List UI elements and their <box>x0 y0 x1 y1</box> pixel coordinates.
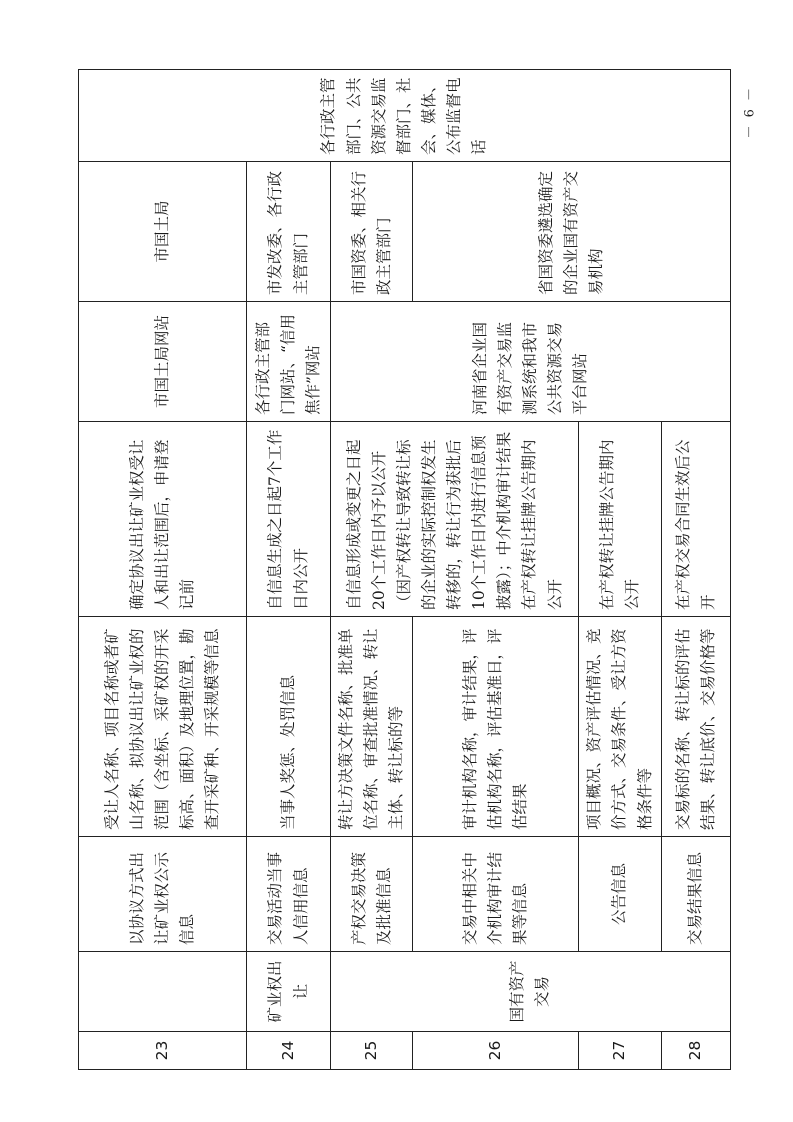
category-cell: 矿业权出让 <box>247 952 331 1032</box>
table-row <box>79 70 247 1070</box>
row-number: 24 <box>247 1032 331 1070</box>
table-row <box>331 70 413 1070</box>
subject-cell: 市国土局 <box>79 162 247 302</box>
item-cell: 以协议方式出让矿业权公示信息 <box>79 837 247 952</box>
channel-cell: 各行政主管部门网站、“信用焦作”网站 <box>247 302 331 422</box>
time-cell: 在产权交易合同生效后公开 <box>661 422 730 617</box>
content-cell: 转让方决策文件名称、批准单位名称、审查批准情况、转让主体、转让标的等 <box>331 617 413 837</box>
item-cell: 交易中相关中介机构审计结果等信息 <box>413 837 579 952</box>
disclosure-table <box>78 69 731 1070</box>
item-cell: 公告信息 <box>579 837 661 952</box>
content-cell: 交易标的名称、转让标的评估结果、转让底价、交易价格等 <box>661 617 730 837</box>
row-number: 26 <box>413 1032 579 1070</box>
item-cell: 交易结果信息 <box>661 837 730 952</box>
content-cell: 当事人奖惩、处罚信息 <box>247 617 331 837</box>
item-cell: 产权交易决策及批准信息 <box>331 837 413 952</box>
subject-cell: 市国资委、相关行政主管部门 <box>331 162 413 302</box>
row-number: 25 <box>331 1032 413 1070</box>
category-cell <box>79 952 247 1032</box>
item-cell: 交易活动当事人信用信息 <box>247 837 331 952</box>
time-cell: 在产权转让挂牌公告期内公开 <box>579 422 661 617</box>
time-cell: 自信息生成之日起7个工作日内公开 <box>247 422 331 617</box>
rotated-table-container <box>78 70 717 1070</box>
category-cell: 国有资产交易 <box>331 952 731 1032</box>
page-number: － 9 － <box>740 88 755 141</box>
time-cell: 自信息形成或变更之日起20个工作日内予以公开（因产权转让导致转让标的企业的实际控制权发生转移的，转让行为获批后10个工作日内进行信息预披露）；中介机构审计结果在产权转让挂牌公告期内公开 <box>331 422 579 617</box>
channel-cell: 市国土局网站 <box>79 302 247 422</box>
table-row <box>247 70 331 1070</box>
rotated-page <box>78 70 717 1070</box>
row-number: 27 <box>579 1032 661 1070</box>
subject-cell: 省国资委遴选确定的企业国有资产交易机构 <box>413 162 730 302</box>
row-number: 28 <box>661 1032 730 1070</box>
content-cell: 受让人名称、项目名称或者矿山名称、拟协议出让矿业权的范围（含坐标、采矿权的开采标高、面积）及地理位置，勘查开采矿种、开采规模等信息 <box>79 617 247 837</box>
row-number: 23 <box>79 1032 247 1070</box>
content-cell: 项目概况、资产评估情况、竞价方式、交易条件、受让方资格条件等 <box>579 617 661 837</box>
time-cell: 确定协议出让矿业权受让人和出让范围后，申请登记前 <box>79 422 247 617</box>
subject-cell: 市发改委、各行政主管部门 <box>247 162 331 302</box>
content-cell: 审计机构名称，审计结果，评估机构名称，评估基准日，评估结果 <box>413 617 579 837</box>
method-cell: 各行政主管部门、公共资源交易监督部门、社会、媒体、公布监督电话 <box>79 70 731 162</box>
channel-cell: 河南省企业国有资产交易监测系统和我市公共资源交易平台网站 <box>331 302 731 422</box>
